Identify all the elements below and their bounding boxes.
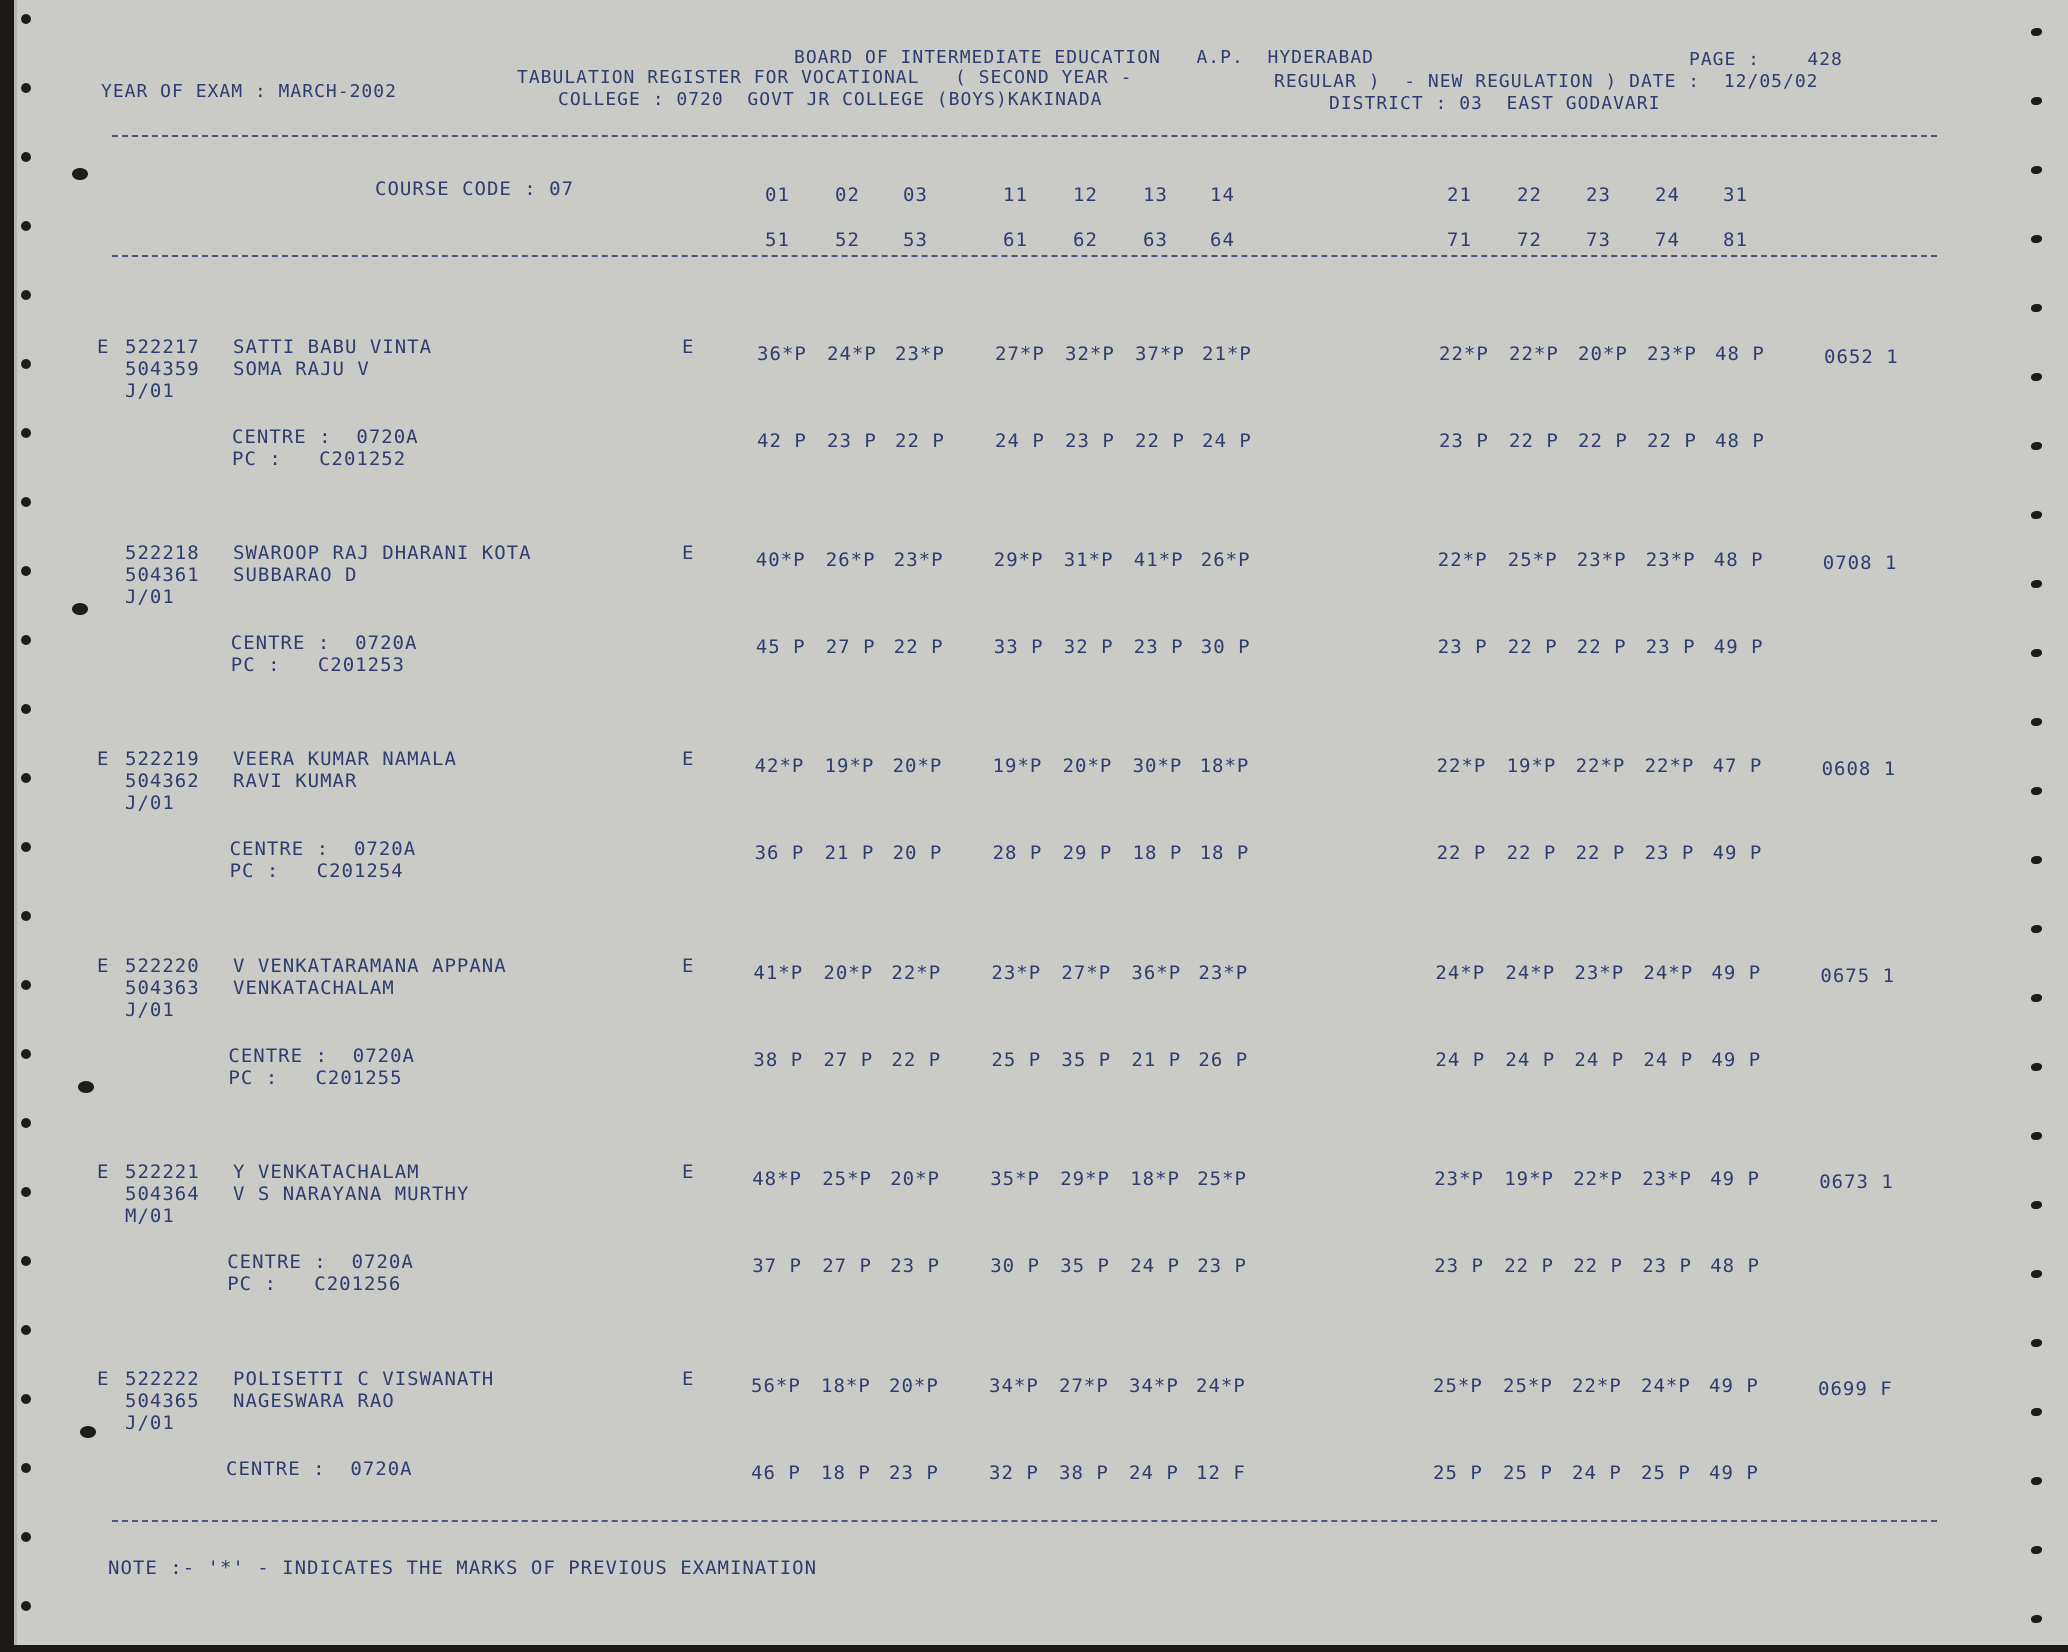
mark-first-year: 26*P [1200,549,1251,571]
mark-second-year: 24 P [1572,1462,1622,1484]
mark-second-year: 18 P [1199,842,1250,864]
mark-first-year: 22*P [1644,755,1695,777]
mark-second-year: 25 P [1641,1462,1691,1484]
total-result: 0675 1 [1820,965,1896,987]
mark-first-year: 41*P [753,962,804,984]
feed-hole [21,1325,31,1335]
record-prefix: E [97,1368,110,1390]
mark-second-year: 23 P [1644,842,1695,864]
father-name: VENKATACHALAM [233,977,395,999]
mark-second-year: 22 P [1647,430,1697,452]
feed-hole [2031,649,2042,657]
course-code-col: 02 [835,184,860,206]
mark-first-year: 34*P [1129,1375,1179,1397]
feed-hole [2031,1615,2042,1623]
district-name: DISTRICT : 03 EAST GODAVARI [1329,93,1661,114]
mark-first-year: 49 P [1709,1375,1759,1397]
mark-first-year: 23*P [1434,1168,1484,1190]
mark-second-year: 22 P [1573,1255,1623,1277]
mark-second-year: 24 P [1643,1049,1694,1071]
mark-second-year: 27 P [825,636,876,658]
mark-second-year: 22 P [1578,430,1628,452]
pc-number: PC : C201254 [229,860,404,882]
mark-second-year: 23 P [1133,636,1184,658]
feed-hole [21,1256,31,1266]
feed-hole [2031,235,2042,243]
divider-bottom [112,1520,1937,1522]
mark-first-year: 19*P [1506,755,1557,777]
candidate-name: SWAROOP RAJ DHARANI KOTA [233,542,532,564]
mark-first-year: 41*P [1133,549,1184,571]
mark-first-year: 24*P [1435,962,1486,984]
exam-centre: CENTRE : 0720A [232,426,419,448]
mark-second-year: 22 P [1436,842,1487,864]
mark-first-year: 37*P [1135,343,1185,365]
mark-second-year: 20 P [892,842,943,864]
registration-number: 504364 [125,1183,200,1205]
feed-hole [21,497,31,507]
mark-first-year: 27*P [1061,962,1112,984]
mark-first-year: 21*P [1202,343,1252,365]
ink-smudge [78,1081,94,1093]
mark-second-year: 18 P [1132,842,1183,864]
feed-hole [2031,1270,2042,1278]
candidate-name: POLISETTI C VISWANATH [233,1368,495,1390]
mark-second-year: 24 P [1505,1049,1556,1071]
board-title: BOARD OF INTERMEDIATE EDUCATION A.P. HYDERABAD [794,47,1375,68]
mark-first-year: 32*P [1065,343,1115,365]
feed-hole [2031,580,2042,588]
course-code-col: 14 [1210,184,1235,206]
course-code-col: 52 [835,229,860,251]
mark-first-year: 27*P [995,343,1045,365]
feed-hole [2031,994,2042,1002]
feed-hole [21,290,31,300]
left-feed-holes [21,0,51,1645]
exam-centre: CENTRE : 0720A [227,1251,414,1273]
mark-first-year: 23*P [1576,549,1627,571]
mark-second-year: 22 P [891,1049,942,1071]
group-code: J/01 [125,586,175,608]
feed-hole [21,428,31,438]
mark-first-year: 20*P [890,1168,940,1190]
course-code-col: 62 [1073,229,1098,251]
pc-number: PC : C201253 [230,654,405,676]
mark-second-year: 48 P [1715,430,1765,452]
mark-second-year: 22 P [1504,1255,1554,1277]
mark-second-year: 23 P [889,1462,939,1484]
mark-first-year: 48 P [1713,549,1764,571]
feed-hole [21,842,31,852]
mark-first-year: 25*P [1503,1375,1553,1397]
mark-first-year: 36*P [1131,962,1182,984]
mark-second-year: 37 P [752,1255,802,1277]
mark-first-year: 40*P [755,549,806,571]
feed-hole [2031,1546,2042,1554]
mark-second-year: 18 P [821,1462,871,1484]
feed-hole [2031,1063,2042,1071]
feed-hole [21,911,31,921]
mark-first-year: 22*P [1437,549,1488,571]
course-code-col: 64 [1210,229,1235,251]
mark-first-year: 20*P [823,962,874,984]
mark-first-year: 24*P [827,343,877,365]
mark-second-year: 23 P [890,1255,940,1277]
record-prefix: E [97,1161,110,1183]
course-code-col: 81 [1723,229,1748,251]
college-name: COLLEGE : 0720 GOVT JR COLLEGE (BOYS)KAKINADA [558,89,1103,110]
candidate-name: SATTI BABU VINTA [233,336,433,358]
mark-second-year: 49 P [1712,842,1763,864]
pc-number: PC : C201252 [232,448,407,470]
ink-smudge [80,1426,96,1438]
feed-hole [21,773,31,783]
mark-second-year: 24 P [995,430,1045,452]
feed-hole [21,1463,31,1473]
mark-second-year: 26 P [1198,1049,1249,1071]
mark-first-year: 19*P [992,755,1043,777]
mark-first-year: 23*P [1574,962,1625,984]
mark-first-year: 23*P [1198,962,1249,984]
mark-first-year: 29*P [993,549,1044,571]
feed-hole [2031,1201,2042,1209]
exam-centre: CENTRE : 0720A [229,838,417,860]
feed-hole [21,704,31,714]
mark-second-year: 23 P [1065,430,1115,452]
mark-first-year: 20*P [889,1375,939,1397]
feed-hole [21,359,31,369]
feed-hole [21,14,31,24]
course-code-col: 53 [903,229,928,251]
course-code-col: 12 [1073,184,1098,206]
course-code-col: 21 [1447,184,1472,206]
course-code-col: 01 [765,184,790,206]
mark-second-year: 33 P [993,636,1044,658]
group-code: J/01 [125,380,175,402]
course-code-col: 51 [765,229,790,251]
mark-first-year: 22*P [1436,755,1487,777]
mark-first-year: 23*P [991,962,1042,984]
mark-first-year: 22*P [1509,343,1559,365]
mark-second-year: 32 P [989,1462,1039,1484]
course-code-col: 13 [1143,184,1168,206]
mark-second-year: 49 P [1711,1049,1762,1071]
footnote: NOTE :- '*' - INDICATES THE MARKS OF PREVIOUS EXAMINATION [108,1557,818,1579]
feed-hole [2031,718,2042,726]
feed-hole [2031,1132,2042,1140]
exam-centre: CENTRE : 0720A [228,1045,415,1067]
total-result: 0652 1 [1824,346,1899,368]
mark-second-year: 22 P [1507,636,1558,658]
mark-first-year: 48 P [1715,343,1765,365]
feed-hole [2031,1339,2042,1347]
mark-first-year: 24*P [1643,962,1694,984]
mark-second-year: 22 P [1575,842,1626,864]
year-of-exam: YEAR OF EXAM : MARCH-2002 [101,81,397,102]
mark-first-year: 22*P [1439,343,1489,365]
feed-hole [2031,304,2042,312]
mark-first-year: 27*P [1059,1375,1109,1397]
divider-top [112,135,1937,137]
mark-second-year: 22 P [895,430,945,452]
medium: E [682,336,695,358]
father-name: V S NARAYANA MURTHY [233,1183,470,1205]
mark-first-year: 18*P [1130,1168,1180,1190]
record-prefix: E [97,955,110,977]
registration-number: 504365 [125,1390,200,1412]
total-result: 0673 1 [1819,1171,1894,1193]
page-number: PAGE : 428 [1689,49,1843,70]
feed-hole [2031,856,2042,864]
mark-second-year: 23 P [1642,1255,1692,1277]
feed-hole [21,566,31,576]
feed-hole [21,221,31,231]
group-code: J/01 [125,792,175,814]
mark-first-year: 19*P [824,755,875,777]
mark-second-year: 42 P [757,430,807,452]
group-code: J/01 [125,1412,175,1434]
course-code-col: 74 [1655,229,1680,251]
mark-second-year: 23 P [1439,430,1489,452]
feed-hole [21,1394,31,1404]
feed-hole [21,1601,31,1611]
course-code-col: 23 [1586,184,1611,206]
feed-hole [21,152,31,162]
mark-second-year: 24 P [1574,1049,1625,1071]
mark-first-year: 22*P [1573,1168,1623,1190]
roll-number: 522217 [125,336,200,358]
pc-number: PC : C201255 [228,1067,403,1089]
feed-hole [21,1118,31,1128]
registration-number: 504359 [125,358,200,380]
course-code-col: 71 [1447,229,1472,251]
father-name: SUBBARAO D [233,564,358,586]
mark-first-year: 23*P [893,549,944,571]
mark-first-year: 22*P [1572,1375,1622,1397]
feed-hole [2031,28,2042,36]
mark-second-year: 23 P [1437,636,1488,658]
mark-first-year: 49 P [1711,962,1762,984]
mark-second-year: 32 P [1063,636,1114,658]
mark-second-year: 48 P [1710,1255,1760,1277]
roll-number: 522220 [125,955,200,977]
record-prefix: E [97,336,110,358]
mark-first-year: 35*P [990,1168,1040,1190]
roll-number: 522222 [125,1368,200,1390]
course-code-col: 22 [1517,184,1542,206]
total-result: 0608 1 [1821,758,1897,780]
course-code-col: 11 [1003,184,1028,206]
mark-first-year: 20*P [1062,755,1113,777]
mark-second-year: 38 P [753,1049,804,1071]
mark-first-year: 23*P [1647,343,1697,365]
mark-second-year: 30 P [990,1255,1040,1277]
mark-first-year: 24*P [1505,962,1556,984]
roll-number: 522218 [125,542,200,564]
mark-second-year: 46 P [751,1462,801,1484]
mark-first-year: 25*P [822,1168,872,1190]
mark-second-year: 23 P [827,430,877,452]
mark-second-year: 27 P [823,1049,874,1071]
father-name: SOMA RAJU V [233,358,370,380]
mark-first-year: 23*P [1642,1168,1692,1190]
mark-second-year: 12 F [1196,1462,1246,1484]
feed-hole [21,980,31,990]
mark-second-year: 49 P [1713,636,1764,658]
right-feed-holes [2031,0,2061,1645]
mark-first-year: 31*P [1063,549,1114,571]
divider-header [112,255,1937,257]
medium: E [682,748,695,770]
mark-second-year: 35 P [1060,1255,1110,1277]
mark-second-year: 21 P [824,842,875,864]
mark-first-year: 18*P [821,1375,871,1397]
pc-number: PC : C201256 [227,1273,402,1295]
course-code-col: 03 [903,184,928,206]
medium: E [682,542,695,564]
mark-first-year: 22*P [1575,755,1626,777]
mark-second-year: 22 P [1135,430,1185,452]
feed-hole [21,635,31,645]
mark-first-year: 34*P [989,1375,1039,1397]
mark-second-year: 24 P [1435,1049,1486,1071]
course-code: COURSE CODE : 07 [375,178,575,200]
exam-centre: CENTRE : 0720A [226,1458,413,1480]
medium: E [682,1161,695,1183]
ink-smudge [72,603,88,615]
feed-hole [2031,97,2042,105]
course-code-col: 31 [1723,184,1748,206]
regulation-date: REGULAR ) - NEW REGULATION ) DATE : 12/05/02 [1274,71,1819,92]
mark-second-year: 22 P [1506,842,1557,864]
mark-second-year: 23 P [1645,636,1696,658]
feed-hole [2031,511,2042,519]
mark-second-year: 23 P [1197,1255,1247,1277]
mark-first-year: 25*P [1433,1375,1483,1397]
mark-first-year: 30*P [1132,755,1183,777]
mark-first-year: 29*P [1060,1168,1110,1190]
tabulation-sheet [14,0,2068,1645]
medium: E [682,955,695,977]
mark-first-year: 42*P [754,755,805,777]
mark-second-year: 24 P [1202,430,1252,452]
father-name: NAGESWARA RAO [233,1390,395,1412]
mark-second-year: 21 P [1131,1049,1182,1071]
feed-hole [2031,1477,2042,1485]
mark-first-year: 25*P [1197,1168,1247,1190]
mark-second-year: 45 P [755,636,806,658]
candidate-name: VEERA KUMAR NAMALA [233,748,457,770]
mark-second-year: 23 P [1434,1255,1484,1277]
mark-second-year: 22 P [1509,430,1559,452]
mark-first-year: 56*P [751,1375,801,1397]
registration-number: 504362 [125,770,200,792]
course-code-col: 72 [1517,229,1542,251]
group-code: J/01 [125,999,175,1021]
mark-first-year: 20*P [892,755,943,777]
mark-first-year: 25*P [1507,549,1558,571]
mark-first-year: 23*P [1645,549,1696,571]
feed-hole [2031,1408,2042,1416]
course-code-col: 73 [1586,229,1611,251]
mark-second-year: 25 P [1433,1462,1483,1484]
mark-first-year: 26*P [825,549,876,571]
registration-number: 504363 [125,977,200,999]
mark-first-year: 24*P [1196,1375,1246,1397]
mark-first-year: 47 P [1712,755,1763,777]
register-title: TABULATION REGISTER FOR VOCATIONAL ( SECOND YEAR - [517,67,1133,88]
feed-hole [2031,373,2042,381]
ink-smudge [72,168,88,180]
feed-hole [21,1187,31,1197]
mark-first-year: 20*P [1578,343,1628,365]
mark-first-year: 48*P [752,1168,802,1190]
record-prefix: E [97,748,110,770]
feed-hole [2031,442,2042,450]
mark-second-year: 49 P [1709,1462,1759,1484]
total-result: 0699 F [1818,1378,1893,1400]
roll-number: 522219 [125,748,200,770]
mark-second-year: 24 P [1130,1255,1180,1277]
feed-hole [2031,925,2042,933]
mark-second-year: 25 P [991,1049,1042,1071]
course-code-col: 61 [1003,229,1028,251]
mark-first-year: 49 P [1710,1168,1760,1190]
feed-hole [21,1532,31,1542]
exam-centre: CENTRE : 0720A [230,632,418,654]
group-code: M/01 [125,1205,175,1227]
feed-hole [21,83,31,93]
mark-second-year: 28 P [992,842,1043,864]
mark-second-year: 22 P [893,636,944,658]
mark-first-year: 19*P [1504,1168,1554,1190]
mark-second-year: 38 P [1059,1462,1109,1484]
mark-first-year: 24*P [1641,1375,1691,1397]
course-code-col: 24 [1655,184,1680,206]
mark-second-year: 22 P [1576,636,1627,658]
roll-number: 522221 [125,1161,200,1183]
feed-hole [2031,166,2042,174]
total-result: 0708 1 [1822,552,1898,574]
mark-second-year: 25 P [1503,1462,1553,1484]
mark-first-year: 22*P [891,962,942,984]
registration-number: 504361 [125,564,200,586]
feed-hole [21,1049,31,1059]
candidate-name: Y VENKATACHALAM [233,1161,420,1183]
feed-hole [2031,787,2042,795]
mark-first-year: 18*P [1199,755,1250,777]
mark-second-year: 36 P [754,842,805,864]
candidate-name: V VENKATARAMANA APPANA [233,955,507,977]
mark-first-year: 36*P [757,343,807,365]
mark-second-year: 35 P [1061,1049,1112,1071]
mark-second-year: 27 P [822,1255,872,1277]
father-name: RAVI KUMAR [233,770,358,792]
mark-second-year: 24 P [1129,1462,1179,1484]
medium: E [682,1368,695,1390]
mark-second-year: 29 P [1062,842,1113,864]
course-code-col: 63 [1143,229,1168,251]
mark-second-year: 30 P [1200,636,1251,658]
mark-first-year: 23*P [895,343,945,365]
